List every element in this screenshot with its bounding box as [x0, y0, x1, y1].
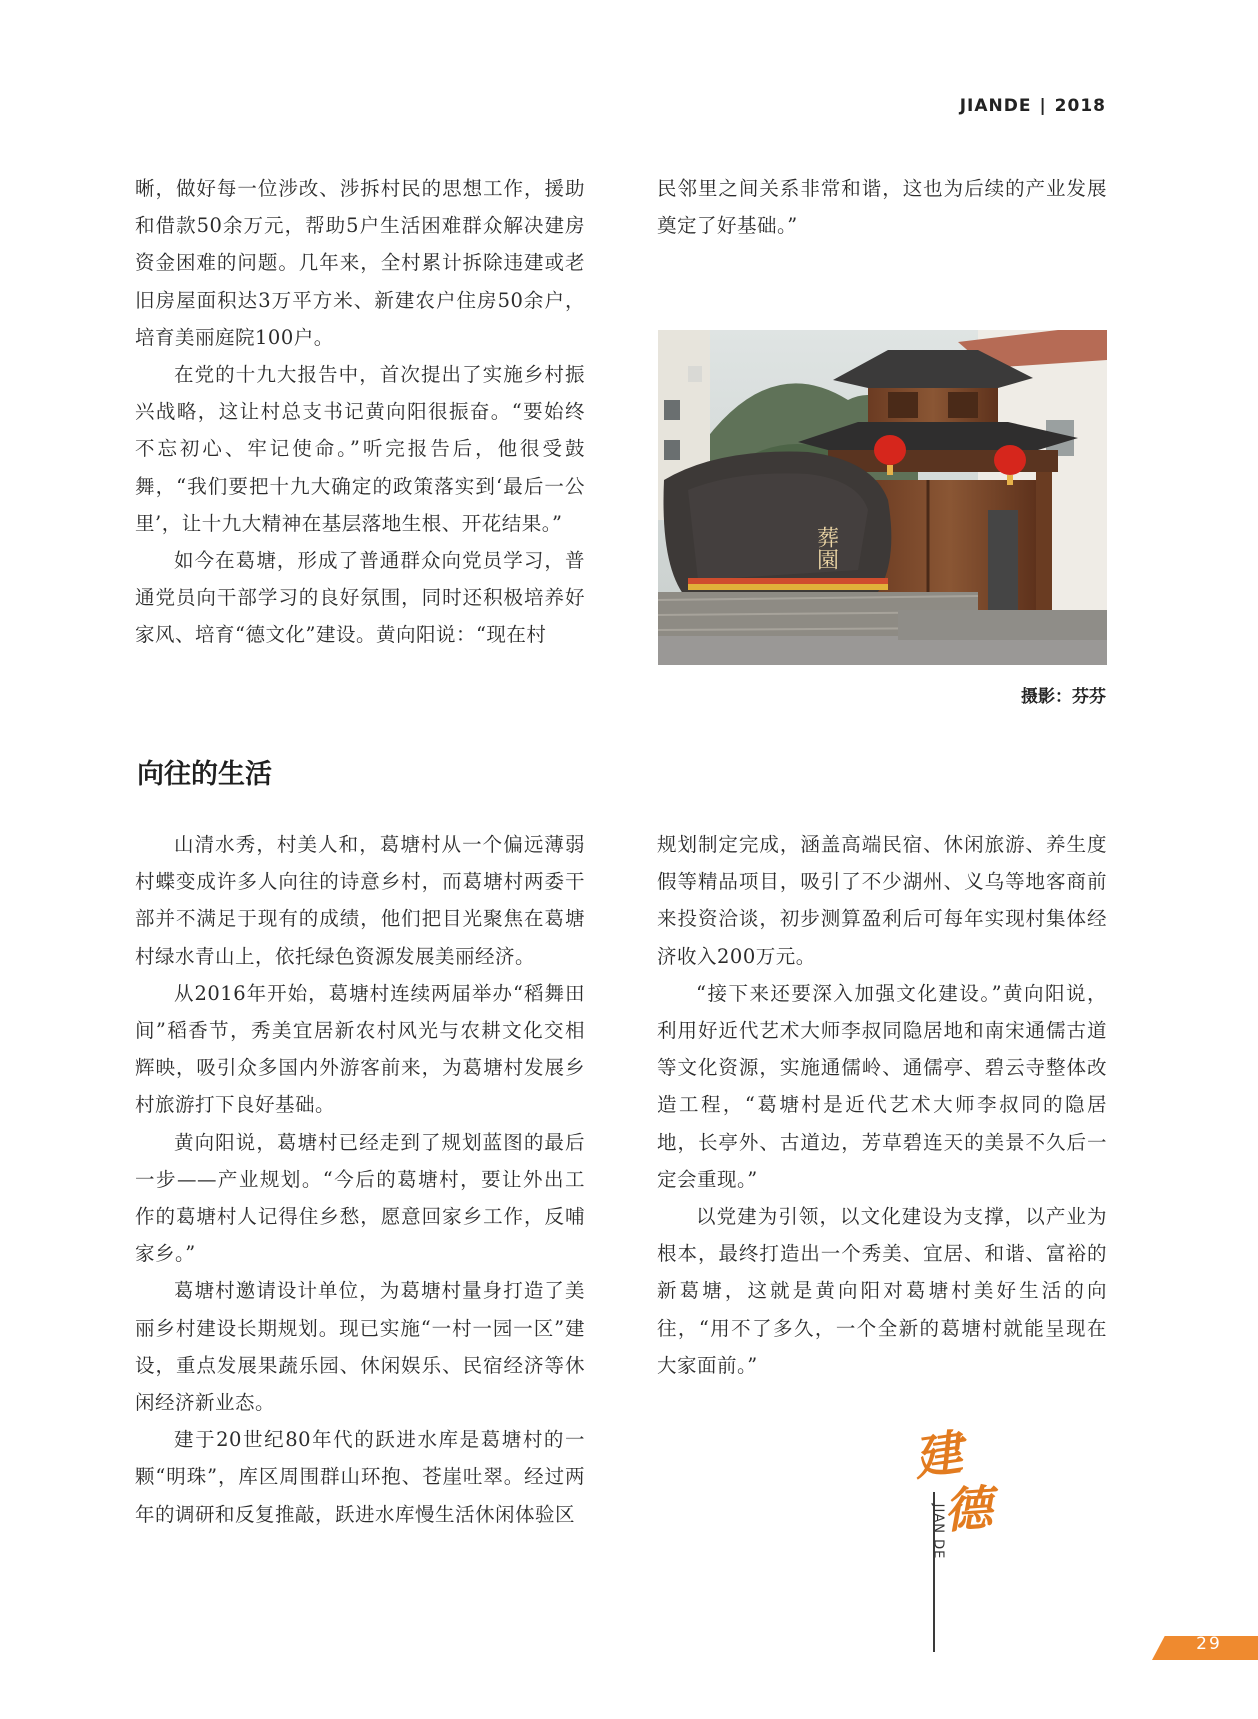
- paragraph: 建于20世纪80年代的跃进水库是葛塘村的一颗“明珠”，库区周围群山环抱、苍崖吐翠。经过两年的调研和反复推敲，跃进水库慢生活休闲体验区: [135, 1428, 585, 1526]
- header-year: 2018: [1054, 96, 1106, 116]
- paragraph: 民邻里之间关系非常和谐，这也为后续的产业发展奠定了好基础。”: [657, 177, 1107, 238]
- article-column-top-left: [135, 170, 585, 654]
- logo-char-jian: 建: [910, 1424, 966, 1488]
- paragraph: “接下来还要深入加强文化建设。”黄向阳说，利用好近代艺术大师李叔同隐居地和南宋通儒古道等文化资源，实施通儒岭、通儒亭、碧云寺整体改造工程，“葛塘村是近代艺术大师李叔同的隐居地，长亭外、古道边，芳草碧连天的美景不久后一定会重现。”: [657, 981, 1107, 1191]
- gate-sign-text: 葬園: [813, 526, 839, 570]
- page-header: [960, 96, 1106, 116]
- article-column-top-right: [657, 170, 1107, 244]
- paragraph: 山清水秀，村美人和，葛塘村从一个偏远薄弱村蝶变成许多人向往的诗意乡村，而葛塘村两委干部并不满足于现有的成绩，他们把目光聚焦在葛塘村绿水青山上，依托绿色资源发展美丽经济。: [135, 833, 585, 968]
- logo-char-de: 德: [942, 1480, 994, 1540]
- header-separator: |: [1039, 96, 1047, 116]
- jiande-logo: [908, 1424, 994, 1572]
- paragraph: 在党的十九大报告中，首次提出了实施乡村振兴战略，这让村总支书记黄向阳很振奋。“要始终不忘初心、牢记使命。”听完报告后，他很受鼓舞，“我们要把十九大确定的政策落实到‘最后一公里’，让十九大精神在基层落地生根、开花结果。”: [135, 363, 585, 535]
- paragraph: 晰，做好每一位涉改、涉拆村民的思想工作，援助和借款50余万元，帮助5户生活困难群众解决建房资金困难的问题。几年来，全村累计拆除违建或老旧房屋面积达3万平方米、新建农户住房50余户，培育美丽庭院100户。: [135, 177, 585, 349]
- article-column-bottom-left: [135, 826, 585, 1533]
- paragraph: 黄向阳说，葛塘村已经走到了规划蓝图的最后一步——产业规划。“今后的葛塘村，要让外出工作的葛塘村人记得住乡愁，愿意回家乡工作，反哺家乡。”: [135, 1130, 585, 1266]
- paragraph: 规划制定完成，涵盖高端民宿、休闲旅游、养生度假等精品项目，吸引了不少湖州、义乌等地客商前来投资洽谈，初步测算盈利后可每年实现村集体经济收入200万元。: [657, 833, 1107, 968]
- paragraph: 以党建为引领，以文化建设为支撑，以产业为根本，最终打造出一个秀美、宜居、和谐、富裕的新葛塘，这就是黄向阳对葛塘村美好生活的向往，“用不了多久，一个全新的葛塘村就能呈现在大家面前。”: [657, 1205, 1107, 1377]
- article-column-bottom-right: [657, 826, 1107, 1384]
- logo-pinyin: JIAN DE: [930, 1503, 946, 1560]
- page-number: 29: [1196, 1634, 1222, 1654]
- section-title: 向往的生活: [137, 759, 272, 790]
- magazine-name: JIANDE: [959, 96, 1032, 116]
- paragraph: 从2016年开始，葛塘村连续两届举办“稻舞田间”稻香节，秀美宜居新农村风光与农耕文化交相辉映，吸引众多国内外游客前来，为葛塘村发展乡村旅游打下良好基础。: [135, 981, 585, 1117]
- paragraph: 如今在葛塘，形成了普通群众向党员学习，普通党员向干部学习的良好氛围，同时还积极培养好家风、培育“德文化”建设。黄向阳说：“现在村: [135, 549, 585, 647]
- photo-credit: 摄影：芬芬: [1021, 687, 1106, 707]
- village-gate-photo: [658, 330, 1107, 665]
- paragraph: 葛塘村邀请设计单位，为葛塘村量身打造了美丽乡村建设长期规划。现已实施“一村一园一区”建设，重点发展果蔬乐园、休闲娱乐、民宿经济等休闲经济新业态。: [135, 1279, 585, 1415]
